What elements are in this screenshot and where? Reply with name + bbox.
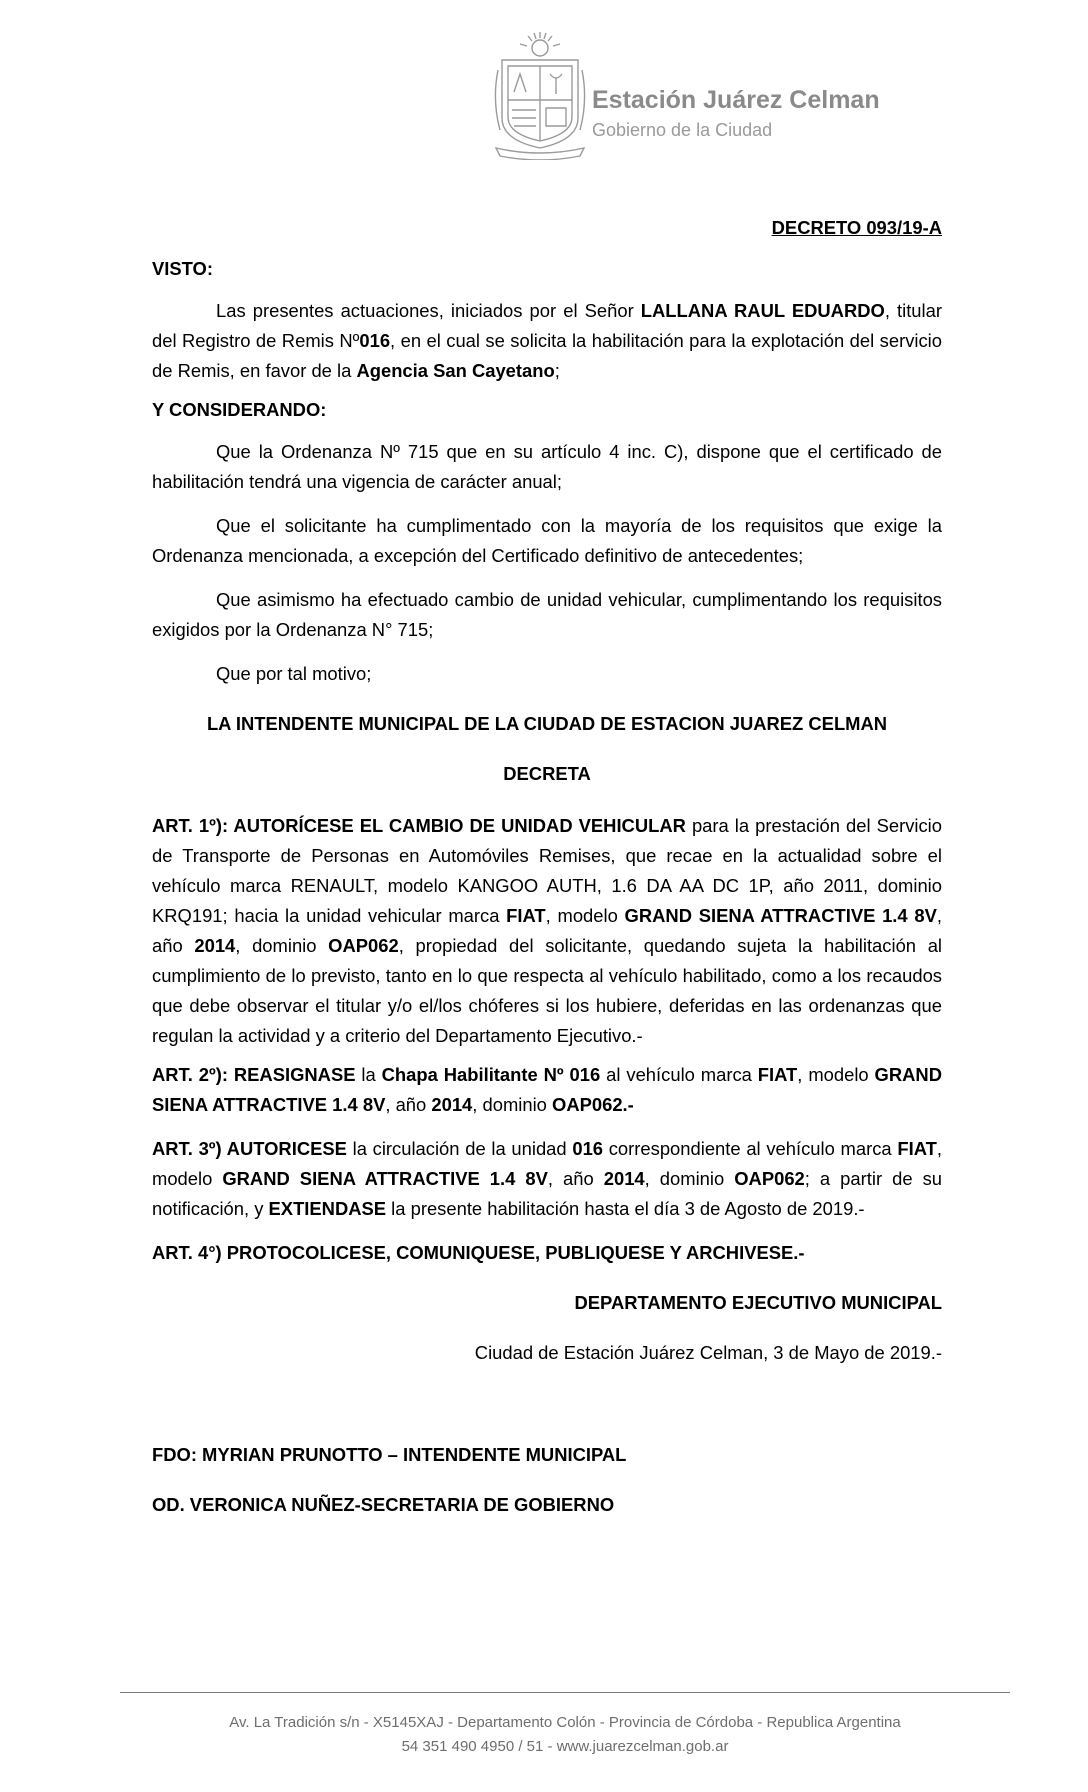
text-run: OAP062.- xyxy=(552,1094,634,1115)
text-run: ART. 2º): REASIGNASE xyxy=(152,1064,356,1085)
text-run: la xyxy=(355,1064,382,1085)
signature-secretaria: OD. VERONICA NUÑEZ-SECRETARIA DE GOBIERNO xyxy=(152,1494,615,1515)
footer-divider xyxy=(120,1692,1010,1693)
footer-address: Av. La Tradición s/n - X5145XAJ - Departamento Colón - Provincia de Córdoba - Republica Argentina xyxy=(229,1714,901,1731)
text-run: , modelo xyxy=(545,905,625,926)
text-run: 2014 xyxy=(603,1168,645,1189)
authority-line: LA INTENDENTE MUNICIPAL DE LA CIUDAD DE ESTACION JUAREZ CELMAN xyxy=(206,713,888,734)
text-run: , propiedad del solicitante, quedando sujeta la habilitación al cumplimiento de lo previsto, tanto en lo que respecta al vehículo habilitado, como a los recaudos que debe observar el titular y/o el/los chóferes si los hubiere, deferidas en las ordenanzas que regulan la actividad y a criterio del Departamento Ejecutivo.- xyxy=(152,935,943,1046)
letterhead xyxy=(490,30,890,160)
text-run: FIAT xyxy=(897,1138,937,1159)
text-run: para la prestación del Servicio de Transporte de Personas en Automóviles Remises, que recae en la actualidad sobre el vehículo marca RENAULT, modelo KANGOO AUTH, 1.6 DA AA DC 1P, año 2011, dominio KRQ191; hacia la unidad vehicular marca xyxy=(152,815,942,926)
text-run: , dominio xyxy=(644,1168,735,1189)
text-run: FIAT xyxy=(506,905,546,926)
decree-number: DECRETO 093/19-A xyxy=(771,217,942,238)
considerando-heading: Y CONSIDERANDO: xyxy=(152,399,327,420)
city-name: Estación Juárez Celman xyxy=(592,86,880,114)
text-run: OAP062 xyxy=(328,935,399,956)
text-run: , modelo xyxy=(152,1138,942,1189)
text-run: Chapa Habilitante Nº 016 xyxy=(381,1064,601,1085)
city-crest-icon xyxy=(490,30,590,160)
visto-heading: VISTO: xyxy=(152,258,213,279)
article-3 xyxy=(152,1134,942,1224)
text-run: , año xyxy=(152,905,942,956)
article-1 xyxy=(152,811,942,1051)
registry-number: 016 xyxy=(359,330,391,351)
text-run: la presente habilitación hasta el día 3 de Agosto de 2019.- xyxy=(386,1198,865,1219)
text-run: ; a partir de su notificación, y xyxy=(152,1168,943,1219)
text-run: FIAT xyxy=(757,1064,798,1085)
text-run: , año xyxy=(547,1168,604,1189)
text-run: al vehículo marca xyxy=(600,1064,758,1085)
text-run: OAP062 xyxy=(734,1168,805,1189)
considerando-paragraph-4: Que por tal motivo; xyxy=(216,663,372,684)
place-and-date: Ciudad de Estación Juárez Celman, 3 de Mayo de 2019.- xyxy=(474,1342,942,1363)
text-run: GRAND SIENA ATTRACTIVE 1.4 8V xyxy=(152,1064,942,1115)
text-run: ART. 1º): AUTORÍCESE EL CAMBIO DE UNIDAD VEHICULAR xyxy=(152,815,686,836)
decreta-heading: DECRETA xyxy=(503,763,591,784)
considerando-paragraph-1: Que la Ordenanza Nº 715 que en su artículo 4 inc. C), dispone que el certificado de habilitación tendrá una vigencia de carácter anual; xyxy=(152,441,942,492)
considerando-paragraph-2: Que el solicitante ha cumplimentado con la mayoría de los requisitos que exige la Ordenanza mencionada, a excepción del Certificado definitivo de antecedentes; xyxy=(152,515,942,566)
department-line: DEPARTAMENTO EJECUTIVO MUNICIPAL xyxy=(574,1292,942,1313)
text-run: , en el cual se solicita la habilitación para la explotación del servicio de Remis, en favor de la xyxy=(152,330,942,381)
text-run: 2014 xyxy=(194,935,236,956)
text-run: GRAND SIENA ATTRACTIVE 1.4 8V xyxy=(222,1168,548,1189)
text-run: EXTIENDASE xyxy=(268,1198,387,1219)
article-4: ART. 4°) PROTOCOLICESE, COMUNIQUESE, PUBLIQUESE Y ARCHIVESE.- xyxy=(152,1242,805,1263)
text-run: , año xyxy=(385,1094,432,1115)
text-run: 016 xyxy=(572,1138,604,1159)
text-run: , dominio xyxy=(235,935,329,956)
city-government: Gobierno de la Ciudad xyxy=(592,120,773,140)
agency-name: Agencia San Cayetano xyxy=(356,360,555,381)
visto-paragraph xyxy=(152,296,942,386)
signature-intendente: FDO: MYRIAN PRUNOTTO – INTENDENTE MUNICIPAL xyxy=(152,1444,627,1465)
applicant-name: LALLANA RAUL EDUARDO xyxy=(640,300,885,321)
text-run: ; xyxy=(554,360,560,381)
text-run: , titular del Registro de Remis Nº xyxy=(152,300,942,351)
footer-contact: 54 351 490 4950 / 51 - www.juarezcelman.gob.ar xyxy=(401,1738,729,1755)
article-2 xyxy=(152,1060,942,1120)
text-run: GRAND SIENA ATTRACTIVE 1.4 8V xyxy=(624,905,937,926)
text-run: 2014 xyxy=(431,1094,473,1115)
text-run: correspondiente al vehículo marca xyxy=(603,1138,898,1159)
text-run: ART. 3º) AUTORICESE xyxy=(152,1138,347,1159)
text-run: Las presentes actuaciones, iniciados por el Señor xyxy=(216,300,641,321)
considerando-paragraph-3: Que asimismo ha efectuado cambio de unidad vehicular, cumplimentando los requisitos exigidos por la Ordenanza N° 715; xyxy=(152,589,942,640)
text-run: , dominio xyxy=(472,1094,553,1115)
text-run: , modelo xyxy=(797,1064,875,1085)
text-run: la circulación de la unidad xyxy=(346,1138,573,1159)
